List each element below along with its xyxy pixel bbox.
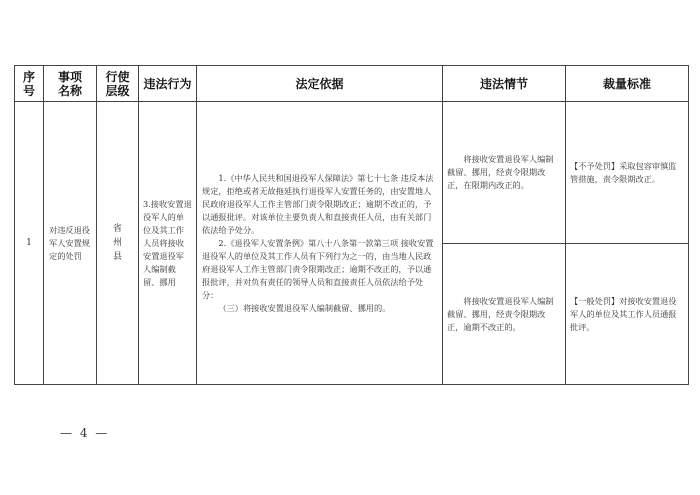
table-row xyxy=(15,102,689,244)
violation-act: 3.接收安置退役军人的单位及其工作人员将接收安置退役军人编制截留、挪用 xyxy=(139,102,197,385)
header-act: 违法行为 xyxy=(139,66,197,102)
header-level: 行使 层级 xyxy=(97,66,139,102)
header-no: 序 号 xyxy=(15,66,44,102)
basis-clause-2: 2.《退役军人安置条例》第八十八条第一款第三项 接收安置退役军人的单位及其工作人员有下列行为之一的，由当地人民政府退役军人工作主管部门责令限期改正；逾期不改正的，予以通报批评，并对负有责任的领导人员和直接责任人员依法给予处分： xyxy=(202,237,434,300)
item-name: 对违反退役军人安置规定的处罚 xyxy=(44,102,97,385)
penalty-table xyxy=(14,65,689,385)
exercise-level: 省 州 县 xyxy=(97,102,139,385)
header-name: 事项 名称 xyxy=(44,66,97,102)
standard-1: 【不予处罚】采取包容审慎监管措施，责令限期改正。 xyxy=(566,102,689,244)
page-number: — 4 — xyxy=(60,426,110,440)
header-basis: 法定依据 xyxy=(197,66,443,102)
basis-clause-3: （三）将接收安置退役军人编制截留、挪用的。 xyxy=(218,302,391,313)
header-standard: 裁量标准 xyxy=(566,66,689,102)
standard-2: 【一般处罚】对接收安置退役军人的单位及其工作人员通报批评。 xyxy=(566,244,689,385)
circumstance-1: 将接收安置退役军人编制截留、挪用，经责令限期改正，在限期内改正的。 xyxy=(443,102,566,244)
header-circumstance: 违法情节 xyxy=(443,66,566,102)
circumstance-2: 将接收安置退役军人编制截留、挪用，经责令限期改正，逾期不改正的。 xyxy=(443,244,566,385)
row-number: 1 xyxy=(15,102,44,385)
legal-basis xyxy=(197,102,443,385)
basis-clause-1: 1.《中华人民共和国退役军人保障法》第七十七条 违反本法规定，拒绝或者无故拖延执行退役军人安置任务的，由安置地人民政府退役军人工作主管部门责令限期改正；逾期不改正的，予以通报批评。对该单位主要负责人和直接责任人员，由有关部门依法给予处分。 xyxy=(202,172,434,235)
table-header-row xyxy=(15,66,689,102)
